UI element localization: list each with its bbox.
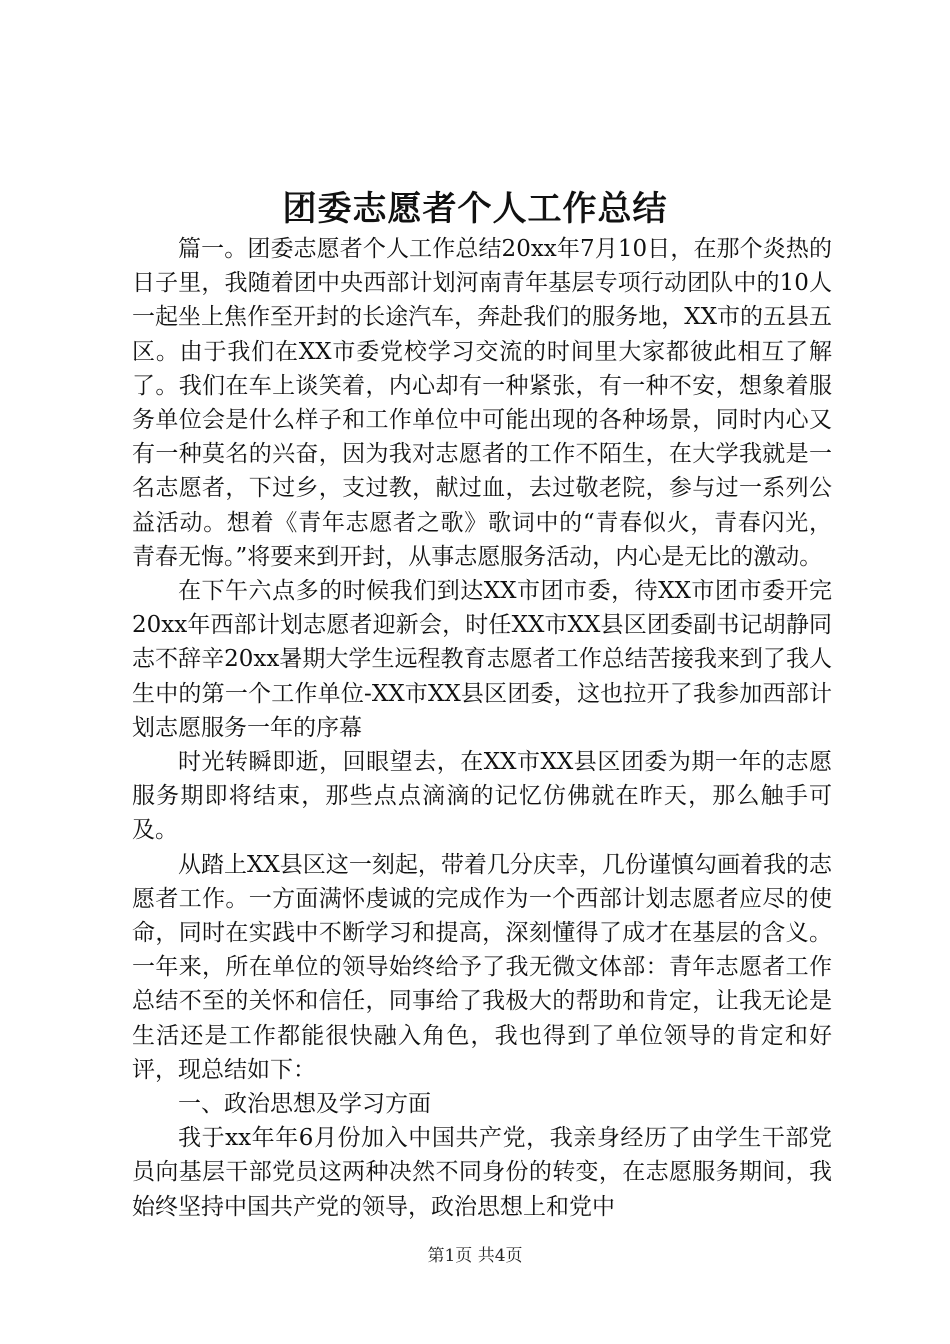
document-title: 团委志愿者个人工作总结 [282,189,668,229]
section-heading: 一、政治思想及学习方面 [178,1091,431,1118]
paragraph-4: 从踏上XX县区这一刻起，带着几分庆幸，几份谨慎勾画着我的志愿者工作。一方面满怀虔诚的完成作为一个西部计划志愿者应尽的使命，同时在实践中不断学习和提高，深刻懂得了成才在基层的含义。一年来，所在单位的领导始终给予了我无微文体部：青年志愿者工作总结不至的关怀和信任，同事给了我极大的帮助和肯定，让我无论是生活还是工作都能很快融入角色，我也得到了单位领导的肯定和好评，现总结如下： [132,851,832,1083]
paragraph-5: 我于xx年年6月份加入中国共产党，我亲身经历了由学生干部党员向基层干部党员这两种决然不同身份的转变，在志愿服务期间，我始终坚持中国共产党的领导，政治思想上和党中 [132,1125,832,1220]
paragraph-3: 时光转瞬即逝，回眼望去，在XX市XX县区团委为期一年的志愿服务期即将结束，那些点点滴滴的记忆仿佛就在昨天，那么触手可及。 [132,749,832,844]
paragraph-2: 在下午六点多的时候我们到达XX市团市委，待XX市团市委开完20xx年西部计划志愿者迎新会，时任XX市XX县区团委副书记胡静同志不辞辛20xx暑期大学生远程教育志愿者工作总结苦接我来到了我人生中的第一个工作单位-XX市XX县区团委，这也拉开了我参加西部计划志愿服务一年的序幕 [132,578,832,741]
paragraph-1: 篇一。团委志愿者个人工作总结20xx年7月10日，在那个炎热的日子里，我随着团中央西部计划河南青年基层专项行动团队中的10人一起坐上焦作至开封的长途汽车，奔赴我们的服务地，XX市的五县五区。由于我们在XX市委党校学习交流的时间里大家都彼此相互了解了。我们在车上谈笑着，内心却有一种紧张，有一种不安，想象着服务单位会是什么样子和工作单位中可能出现的各种场景，同时内心又有一种莫名的兴奋，因为我对志愿者的工作不陌生，在大学我就是一名志愿者，下过乡，支过教，献过血，去过敬老院，参与过一系列公益活动。想着《青年志愿者之歌》歌词中的“青春似火，青春闪光，青春无悔。”将要来到开封，从事志愿服务活动，内心是无比的激动。 [132,236,832,570]
document-body [132,232,832,1224]
page-number: 第1页 共4页 [427,1246,523,1266]
